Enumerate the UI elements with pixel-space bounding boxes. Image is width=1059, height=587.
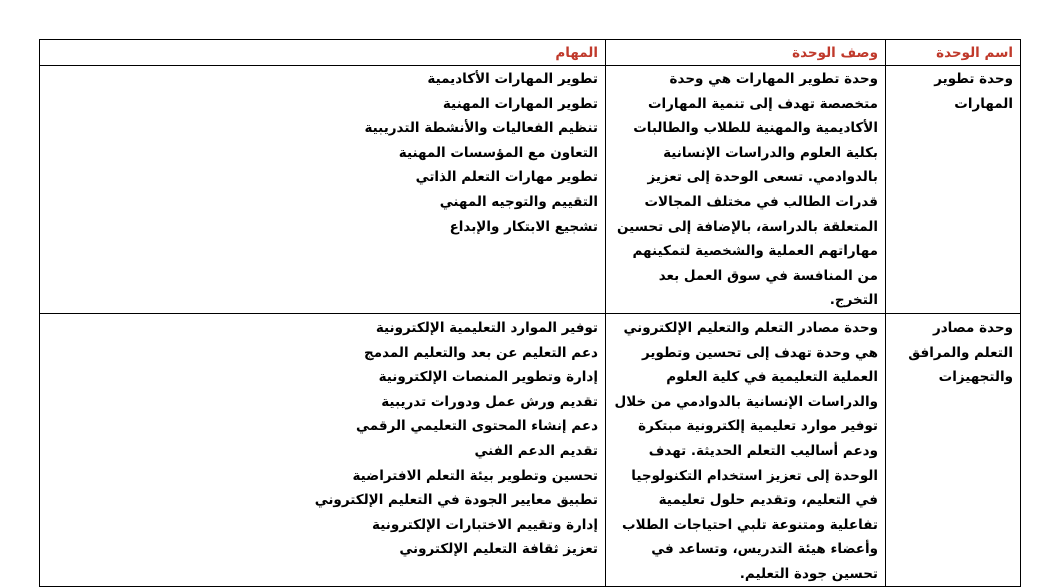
header-unit-name: اسم الوحدة [886, 40, 1021, 66]
list-item: تعزيز ثقافة التعليم الإلكتروني [399, 541, 598, 558]
unit-tasks-cell [40, 66, 606, 314]
table-row [40, 313, 1021, 587]
table-row [40, 66, 1021, 314]
list-item: التقييم والتوجيه المهني [439, 193, 598, 210]
list-item: توفير الموارد التعليمية الإلكترونية [375, 319, 598, 336]
list-item: تطوير المهارات المهنية [442, 95, 598, 112]
list-item: تنظيم الفعاليات والأنشطة التدريبية [364, 120, 598, 137]
unit-name-cell: وحدة مصادر التعلم والمرافق والتجهيزات [886, 313, 1021, 587]
units-table [39, 39, 1021, 587]
list-item: تشجيع الابتكار والإبداع [449, 218, 598, 235]
unit-description-cell: وحدة تطوير المهارات هي وحدة متخصصة تهدف إلى تنمية المهارات الأكاديمية والمهنية للطلاب والطالبات بكلية العلوم والدراسات الإنسانية بالدوادمي. تسعى الوحدة إلى تعزيز قدرات الطالب في مختلف المجالات المتعلقة بالدراسة، بالإضافة إلى تحسين مهاراتهم العملية والشخصية لتمكينهم من المنافسة في سوق العمل بعد التخرج. [606, 66, 886, 314]
list-item: تقديم ورش عمل ودورات تدريبية [381, 393, 598, 410]
list-item: دعم إنشاء المحتوى التعليمي الرقمي [356, 418, 598, 435]
list-item: التعاون مع المؤسسات المهنية [398, 144, 598, 161]
unit-name-cell: وحدة تطوير المهارات [886, 66, 1021, 314]
list-item: تطوير المهارات الأكاديمية [427, 71, 598, 87]
list-item: إدارة وتطوير المنصات الإلكترونية [378, 369, 598, 386]
task-list [47, 67, 598, 239]
header-unit-tasks: المهام [40, 40, 606, 66]
header-row [40, 40, 1021, 66]
unit-description-cell: وحدة مصادر التعلم والتعليم الإلكتروني هي وحدة تهدف إلى تحسين وتطوير العملية التعليمية في كلية العلوم والدراسات الإنسانية بالدوادمي من خلال توفير موارد تعليمية إلكترونية مبتكرة ودعم أساليب التعلم الحديثة. تهدف الوحدة إلى تعزيز استخدام التكنولوجيا في التعليم، وتقديم حلول تعليمية تفاعلية ومتنوعة تلبي احتياجات الطلاب وأعضاء هيئة التدريس، وتساعد في تحسين جودة التعليم. [606, 313, 886, 587]
list-item: تقديم الدعم الفني [474, 442, 598, 459]
task-list [47, 316, 598, 562]
list-item: دعم التعليم عن بعد والتعليم المدمج [364, 344, 598, 361]
list-item: تطبيق معايير الجودة في التعليم الإلكتروني [314, 492, 598, 509]
header-unit-description: وصف الوحدة [606, 40, 886, 66]
list-item: تحسين وتطوير بيئة التعلم الافتراضية [352, 467, 598, 484]
list-item: إدارة وتقييم الاختبارات الإلكترونية [372, 516, 598, 533]
list-item: تطوير مهارات التعلم الذاتي [415, 169, 598, 186]
unit-tasks-cell [40, 313, 606, 587]
